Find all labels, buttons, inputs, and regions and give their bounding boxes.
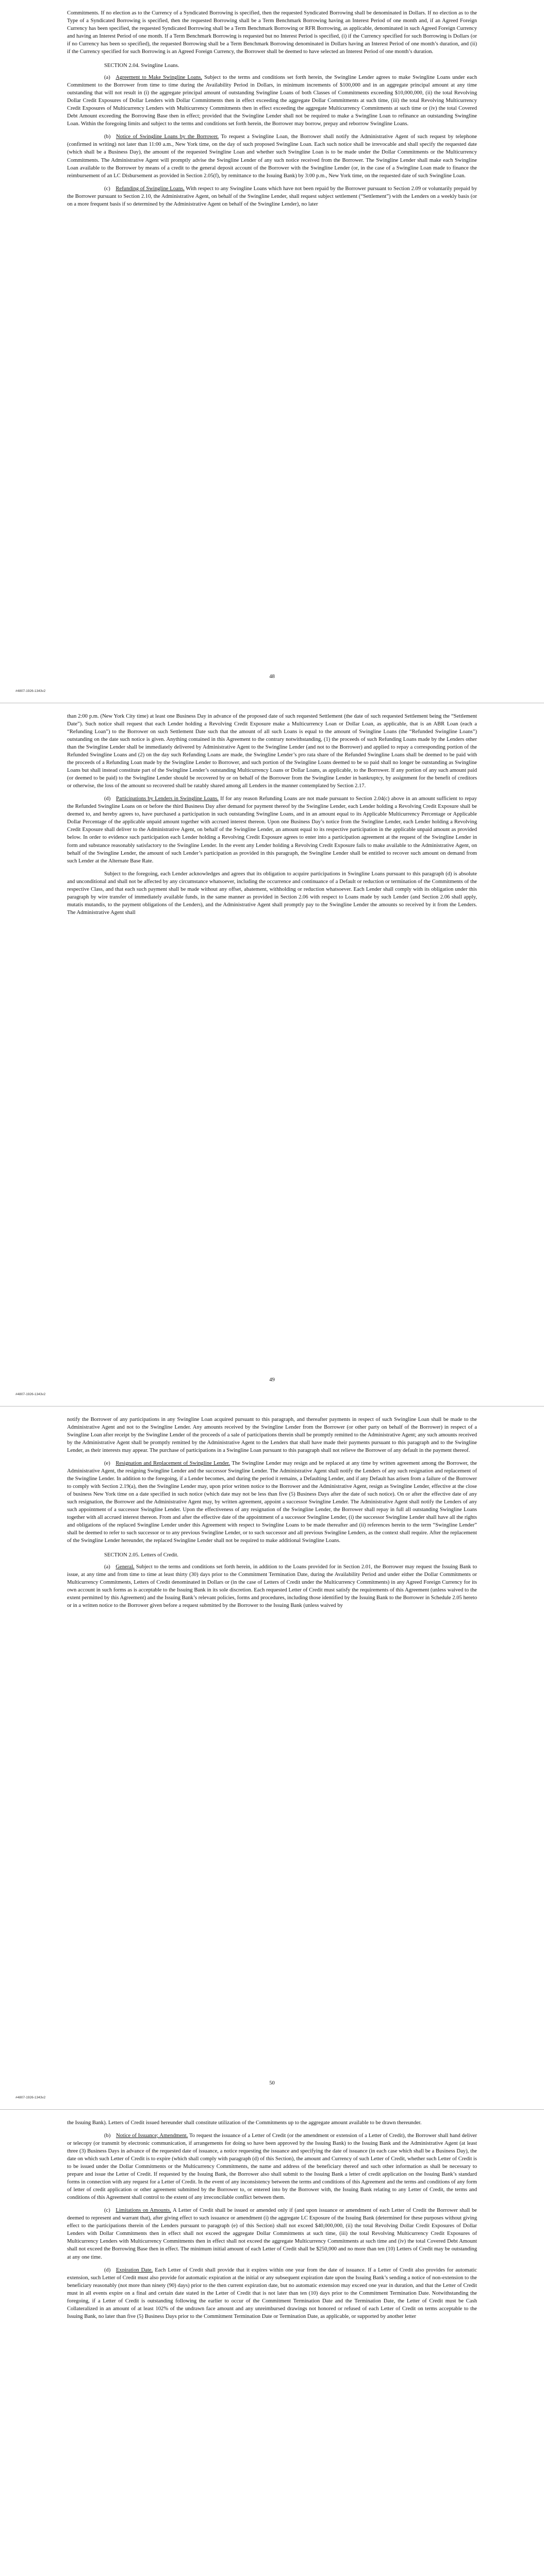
document-page-51 (0, 2110, 544, 2576)
paragraph: notify the Borrower of any participations in any Swingline Loan acquired pursuant to this paragraph, and thereafter payments in respect of such Swingline Loan shall be made to the Administrative Agent and not to the Swingline Lender. Any amounts received by the Swingline Lender from the Borrower (or other party on behalf of the Borrower) in respect of a Swingline Loan after receipt by the Swingline Lender of the proceeds of a sale of participations therein shall be promptly remitted to the Administrative Agent; any such amounts received by the Administrative Agent shall be promptly remitted by the Administrative Agent to the Lenders that shall have made their payments pursuant to this paragraph and to the Swingline Lender, as their interests may appear. The purchase of participations in a Swingline Loan pursuant to this paragraph shall not relieve the Borrower of any default in the payment thereof. (67, 1417, 477, 1454)
subsection-title: General. (116, 1564, 135, 1570)
subsection-d (67, 795, 477, 865)
subsection-text: Subject to the terms and conditions set forth herein, in addition to the Loans provided for in Section 2.01, the Borrower may request the Issuing Bank to issue, at any time and from time to time at least thirty (30) days prior to the Commitment Termination Date, during the Availability Period and under either the Dollar Commitments or Multicurrency Commitments, Letters of Credit denominated in Dollars or (in the case of Letters of Credit under the Multicurrency Commitments) in any Agreed Foreign Currency for its own account in such forms as is acceptable to the Issuing Bank in its sole discretion. Each requested Letter of Credit must satisfy the requirements of this Agreement (unless waived to the extent permitted by this Agreement) and the Issuing Bank’s relevant policies, forms and procedures, including those identified by the Issuing Bank to the Borrower in Schedule 2.05 hereto or in a written notice to the Borrower given before a request submitted by the Borrower to the Issuing Bank (unless waived by (67, 1564, 477, 1608)
section-heading: SECTION 2.04. Swingline Loans. (104, 63, 179, 69)
page-number: 48 (269, 674, 275, 680)
document-page-50 (0, 1406, 544, 2110)
subsection-title: Refunding of Swingline Loans. (116, 185, 185, 192)
subsection-title: Notice of Issuance; Amendment. (116, 2133, 188, 2139)
subsection-title: Expiration Date. (116, 2267, 153, 2273)
subsection-d (67, 2266, 477, 2320)
paragraph: than 2:00 p.m. (New York City time) at least one Business Day in advance of the proposed date of such requested Settlement (the date of such requested Settlement being the “Settlement Date”). Such notice shall request that each Lender holding a Revolving Credit Exposure make a Multicurrency Loan or Dollar Loan, as applicable, that is an ABR Loan (each a “Refunding Loan”) to the Borrower on such Settlement Date such that the amount of all such Loans is equal to the amount of Swingline Loans (the “Refunded Swingline Loans”) outstanding on the date such notice is given. Anything contained in this Agreement to the contrary notwithstanding, (1) the proceeds of such Refunding Loans made by the Lenders other than the Swingline Lender shall be immediately delivered by Administrative Agent to the Swingline Lender (and not to the Borrower) and applied to repay a corresponding portion of the Refunded Swingline Loans and (2) on the day such Refunding Loans are made, the Swingline Lender’s pro rata share of the Refunded Swingline Loans shall be deemed to be paid with the proceeds of a Refunding Loan made by the Swingline Lender to Borrower, and such portion of the Swingline Loans deemed to be so paid shall no longer be outstanding as Swingline Loans but shall instead constitute part of the Swingline Lender’s outstanding Multicurrency Loans or Dollar Loans, as applicable, to the Borrower. If any portion of any such amount paid (or deemed to be paid) to the Swingline Lender should be recovered by or on behalf of the Borrower from the Swingline Lender in bankruptcy, by assignment for the benefit of creditors or otherwise, the loss of the amount so recovered shall be ratably shared among all Lenders in the manner contemplated by Section 2.17. (67, 714, 477, 789)
subsection-text: With respect to any Swingline Loans which have not been repaid by the Borrower pursuant to Section 2.09 or voluntarily prepaid by the Borrower pursuant to Section 2.10, the Administrative Agent, on behalf of the Swingline Lender, shall request subject settlement (“Settlement”) with the Lenders on a weekly basis (or on a more frequent basis if so determined by the Administrative Agent on behalf of the Swingline Lender), no later (67, 185, 477, 207)
subsection-c (67, 2207, 477, 2261)
subsection-label: (c) (104, 2208, 110, 2214)
subsection-b (67, 2132, 477, 2201)
subsection-label: (d) (104, 796, 111, 802)
subsection-text: Each Letter of Credit shall provide that it expires within one year from the date of issuance. If a Letter of Credit also provides for automatic extension, such Letter of Credit must also provide for automatic expiration at the initial or any subsequent expiration date upon the Issuing Bank’s sending a notice of non-extension to the beneficiary reasonably (not more than ninety (90) days) prior to the then current expiration date, but no automatic extension may exceed one year in duration, and that the Letter of Credit must in all events expire on a final and certain date stated in the Letter of Credit that is not later than ten (10) days prior to the Commitment Termination Date. Notwithstanding the foregoing, if a Letter of Credit is outstanding following the earlier to occur of the Commitment Termination Date and the Termination Date, the Letter of Credit must be Cash Collateralized in an amount of at least 102% of the undrawn face amount and any unreimbursed drawings not honored or refused of each Letter of Credit on terms acceptable to the Issuing Bank, no later than five (5) Business Days prior to the Commitment Termination Date or Termination Date, as applicable, or supported by another letter (67, 2267, 477, 2319)
document-id: #4807-1926-1343v2 (15, 689, 46, 693)
paragraph: Commitments. If no election as to the Currency of a Syndicated Borrowing is specified, then the requested Syndicated Borrowing shall be denominated in Dollars. If no election as to the Type of a Syndicated Borrowing is specified, then the requested Borrowing shall be a Term Benchmark Borrowing having an Interest Period of one month and, if an Agreed Foreign Currency has been specified, the requested Syndicated Borrowing shall be a Term Benchmark Borrowing or RFR Borrowing, as applicable, denominated in such Agreed Foreign Currency and having an Interest Period of one month. If a Term Benchmark Borrowing is requested but no Interest Period is specified, (i) if the Currency specified for such Borrowing is Dollars (or if no Currency has been so specified), the requested Borrowing shall be a Term Benchmark Borrowing denominated in Dollars having an Interest Period of one month’s duration, and (ii) if the Currency specified for such Borrowing is an Agreed Foreign Currency, the Borrower shall be deemed to have selected an Interest Period of one month’s duration. (67, 10, 477, 55)
subsection-label: (b) (104, 2133, 111, 2139)
paragraph: the Issuing Bank). Letters of Credit issued hereunder shall constitute utilization of the Commitments up to the aggregate amount available to be drawn thereunder. (67, 2120, 422, 2126)
subsection-title: Participations by Lenders in Swingline Loans. (116, 796, 219, 802)
subsection-title: Limitations on Amounts. (116, 2208, 171, 2214)
subsection-text: To request the issuance of a Letter of Credit (or the amendment or extension of a Letter of Credit), the Borrower shall hand deliver or telecopy (or transmit by electronic communication, if arrangements for doing so have been approved by the Issuing Bank) to the Issuing Bank and the Administrative Agent (at least three (3) Business Days in advance of the requested date of issuance, a notice requesting the issuance and specifying the date of issuance (in each case which shall be a Business Day), the date on which such Letter of Credit is to expire (which shall comply with paragraph (d) of this Section), the amount and Currency of such Letter of Credit, whether such Letter of Credit is to be issued under the Dollar Commitments or the Multicurrency Commitments, the name and address of the beneficiary thereof and such other information as shall be necessary to prepare and issue the Letter of Credit. If requested by the Issuing Bank, the Borrower also shall submit to the Issuing Bank a letter of credit application on the Issuing Bank’s standard forms in connection with any request for a Letter of Credit. In the event of any inconsistency between the terms and conditions of this Agreement and the terms and conditions of any form of letter of credit application or other agreement submitted by the Borrower to, or entered into by the Borrower with, the Issuing Bank relating to any Letter of Credit, the terms and conditions of this Agreement shall control to the extent of any irreconcilable conflict between them. (67, 2133, 477, 2201)
subsection-text: A Letter of Credit shall be issued or amended only if (and upon issuance or amendment of each Letter of Credit the Borrower shall be deemed to represent and warrant that), after giving effect to such issuance or amendment (i) the aggregate LC Exposure of the Issuing Bank (determined for these purposes without giving effect to the participations therein of the Lenders pursuant to paragraph (e) of this Section) shall not exceed $40,000,000, (ii) the total Revolving Dollar Credit Exposures of Dollar Lenders with Dollar Commitments then in effect shall not exceed the aggregate Dollar Commitments at such time, (iii) the total Revolving Multicurrency Credit Exposures of Multicurrency Lenders with Multicurrency Commitments then in effect shall not exceed the aggregate Multicurrency Commitments at such time and (iv) the total Covered Debt Amount shall not exceed the Borrowing Base then in effect. The minimum initial amount of each Letter of Credit shall be $250,000 and no more than ten (10) Letters of Credit may be outstanding at any one time. (67, 2208, 477, 2260)
subsection-label: (d) (104, 2267, 111, 2273)
section-heading: SECTION 2.05. Letters of Credit. (104, 1552, 178, 1558)
subsection-label: (a) (104, 1564, 110, 1570)
document-page-49 (0, 703, 544, 1406)
subsection-title: Resignation and Replacement of Swingline Lender. (116, 1461, 230, 1467)
subsection-a (67, 74, 477, 128)
subsection-text: Subject to the terms and conditions set forth herein, the Swingline Lender agrees to make Swingline Loans under each Commitment to the Borrower from time to time during the Availability Period in Dollars, in minimum increments of $100,000 and in an aggregate principal amount at any time outstanding that will not result in (i) the aggregate principal amount of outstanding Swingline Loans of both Classes of Commitments exceeding $10,000,000, (ii) the total Revolving Dollar Credit Exposures of Dollar Lenders with Dollar Commitments then in effect exceeding the aggregate Dollar Commitments at such time, (iii) the total Revolving Multicurrency Credit Exposures of Multicurrency Lenders with Multicurrency Commitments then in effect exceeding the aggregate Multicurrency Commitments at such time or (iv) the total Covered Debt Amount exceeding the Borrowing Base then in effect; provided that the Swingline Lender shall not be required to make a Swingline Loan to refinance an outstanding Swingline Loan. Within the foregoing limits and subject to the terms and conditions set forth herein, the Borrower may borrow, prepay and reborrow Swingline Loans. (67, 75, 477, 127)
subsection-label: (c) (104, 185, 110, 192)
subsection-text: If for any reason Refunding Loans are not made pursuant to Section 2.04(c) above in an amount sufficient to repay the Refunded Swingline Loans on or before the third Business Day after demand for payment thereof by the Swingline Lender, each Lender holding a Revolving Credit Exposure shall be deemed to, and hereby agrees to, have purchased a participation in such outstanding Swingline Loans, and in an amount equal to its Applicable Multicurrency Percentage or Applicable Dollar Percentage of the applicable unpaid amount together with accrued interest thereon. Upon one Business Day’s notice from the Swingline Lender, each Lender holding a Revolving Credit Exposure shall deliver to the Administrative Agent, on behalf of the Swingline Lender, an amount equal to its respective participation in the applicable unpaid amount as provided below. In order to evidence such participation each Lender holding a Revolving Credit Exposure agrees to enter into a participation agreement at the request of the Swingline Lender in form and substance reasonably satisfactory to the Swingline Lender. In the event any Lender holding a Revolving Credit Exposure fails to make available to the Administrative Agent, on behalf of the Swingline Lender, the amount of such Lender’s participation as provided in this paragraph, the Swingline Lender shall be entitled to recover such amount on demand from such Lender at the Alternate Base Rate. (67, 796, 477, 864)
subsection-c (67, 185, 477, 208)
subsection-a (67, 1563, 477, 1609)
subsection-text: To request a Swingline Loan, the Borrower shall notify the Administrative Agent of such request by telephone (confirmed in writing) not later than 11:00 a.m., New York time, on the day of such proposed Swingline Loan. Each such notice shall be irrevocable and shall specify the requested date (which shall be a Business Day), the amount of the requested Swingline Loan and whether such Swingline Loan is to be made under the Dollar Commitments or the Multicurrency Commitments. The Administrative Agent will promptly advise the Swingline Lender of any such notice received from the Borrower. The Swingline Lender shall make each Swingline Loan available to the Borrower by means of a credit to the general deposit account of the Borrower with the Swingline Lender (or, in the case of a Swingline Loan made to finance the reimbursement of an LC Disbursement as provided in Section 2.05(f), by remittance to the Issuing Bank) by 3:00 p.m., New York time, on the requested date of such Swingline Loan. (67, 134, 477, 179)
subsection-label: (e) (104, 1461, 110, 1467)
subsection-title: Notice of Swingline Loans by the Borrower. (116, 134, 219, 140)
subsection-text: The Swingline Lender may resign and be replaced at any time by written agreement among the Borrower, the Administrative Agent, the resigning Swingline Lender and the successor Swingline Lender. The Administrative Agent shall notify the Lenders of any such resignation and replacement of the Swingline Lender. In addition to the foregoing, if a Lender becomes, and during the period it remains, a Defaulting Lender, and if any Default has arisen from a failure of the Borrower to comply with Section 2.19(a), then the Swingline Lender may, upon prior written notice to the Borrower and the Administrative Agent, resign as Swingline Lender, effective at the close of business New York time on a date specified in such notice (which date may not be less than five (5) Business Days after the date of such notice). On or after the effective date of any such resignation, the Borrower and the Administrative Agent may, by written agreement, appoint a successor Swingline Lender. The Administrative Agent shall notify the Lenders of any such appointment of a successor Swingline Lender. Upon the effectiveness of any resignation of the Swingline Lender, the Borrower shall repay in full all outstanding Swingline Loans together with all accrued interest thereon. From and after the effective date of the appointment of a successor Swingline Lender, (i) the successor Swingline Lender shall have all the rights and obligations of the replaced Swingline Lender under this Agreement with respect to Swingline Loans to be made thereafter and (ii) references herein to the term “Swingline Lender” shall be deemed to refer to such successor or to any previous Swingline Lender, or to such successor and all previous Swingline Lenders, as the context shall require. After the replacement of the Swingline Lender hereunder, the replaced Swingline Lender shall not be required to make additional Swingline Loans. (67, 1461, 477, 1544)
subsection-title: Agreement to Make Swingline Loans. (116, 75, 202, 81)
subsection-label: (b) (104, 134, 111, 140)
document-page-48 (0, 0, 544, 703)
page-number: 49 (269, 1377, 275, 1383)
subsection-e (67, 1460, 477, 1545)
document-id: #4807-1926-1343v2 (15, 1393, 46, 1396)
page-number: 50 (269, 2080, 275, 2086)
subsection-b (67, 133, 477, 179)
document-id: #4807-1926-1343v2 (15, 2096, 46, 2099)
subsection-label: (a) (104, 75, 110, 81)
paragraph: Subject to the foregoing, each Lender acknowledges and agrees that its obligation to acquire participations in Swingline Loans pursuant to this paragraph (d) is absolute and unconditional and shall not be affected by any circumstance whatsoever, including the occurrence and continuance of a Default or reduction or termination of the Commitments of the respective Class, and that each such payment shall be made without any offset, abatement, withholding or reduction whatsoever. Each Lender shall comply with its obligation under this paragraph by wire transfer of immediately available funds, in the same manner as provided in Section 2.06 with respect to Loans made by such Lender (and Section 2.06 shall apply, mutatis mutandis, to the payment obligations of the Lenders), and the Administrative Agent shall promptly pay to the Swingline Lender the amounts so received by it from the Lenders. The Administrative Agent shall (67, 871, 477, 916)
